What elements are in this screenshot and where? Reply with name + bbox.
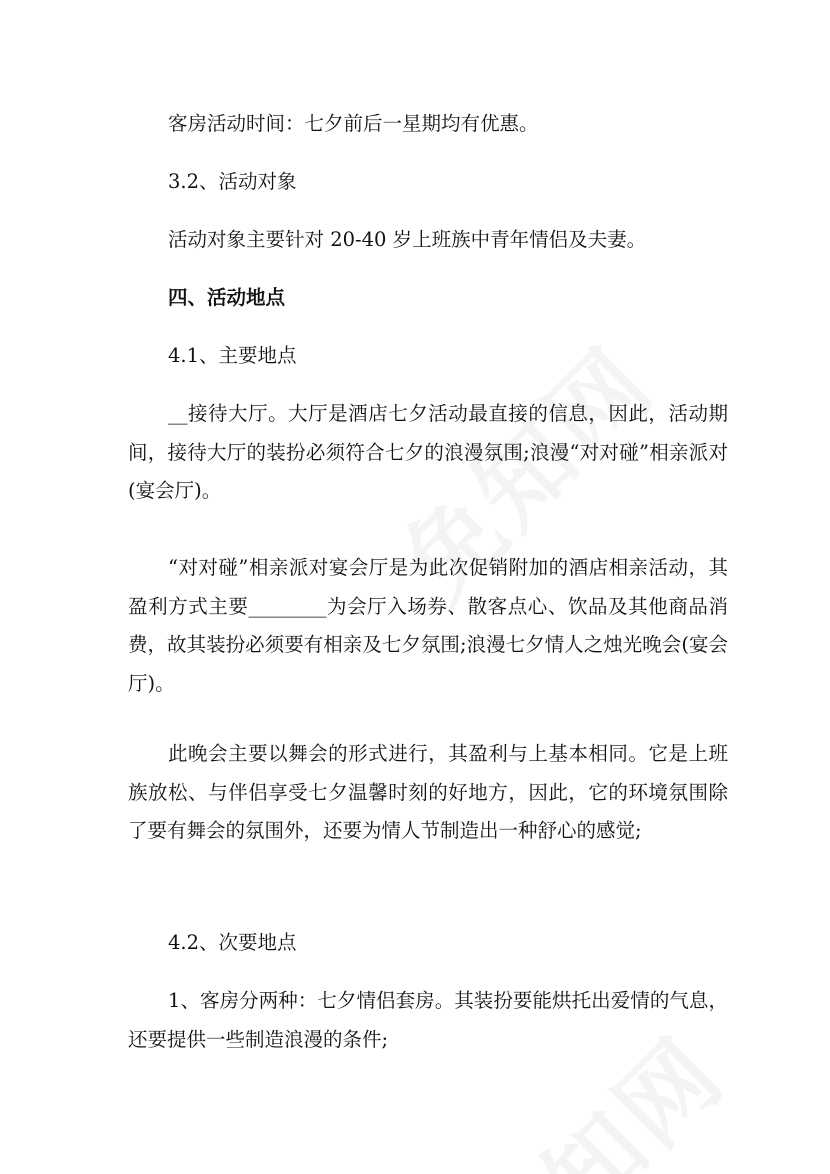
paragraph: __接待大厅。大厅是酒店七夕活动最直接的信息，因此，活动期间，接待大厅的装扮必须符合七夕的浪漫氛围;浪漫“对对碰”相亲派对(宴会厅)。 [128, 402, 728, 502]
section-heading: 3.2、活动对象 [168, 170, 297, 193]
paragraph: 此晚会主要以舞会的形式进行，其盈利与上基本相同。它是上班族放松、与伴侣享受七夕温馨时刻的好地方，因此，它的环境氛围除了要有舞会的氛围外，还要为情人节制造出一种舒心的感觉; [128, 742, 728, 842]
section-heading: 4.1、主要地点 [168, 344, 297, 367]
section-heading: 4.2、次要地点 [168, 931, 297, 954]
chapter-heading: 四、活动地点 [168, 286, 286, 309]
paragraph: 客房活动时间：七夕前后一星期均有优惠。 [168, 112, 539, 135]
paragraph: “对对碰”相亲派对宴会厅是为此次促销附加的酒店相亲活动，其盈利方式主要________为会厅入场券、散客点心、饮品及其他商品消费，故其装扮必须要有相亲及七夕氛围;浪漫七夕情人之烛光晚会(宴会厅)。 [128, 556, 728, 695]
paragraph: 活动对象主要针对 20-40 岁上班族中青年情侣及夫妻。 [168, 228, 647, 251]
paragraph: 1、客房分两种：七夕情侣套房。其装扮要能烘托出爱情的气息，还要提供一些制造浪漫的条件; [128, 989, 728, 1051]
